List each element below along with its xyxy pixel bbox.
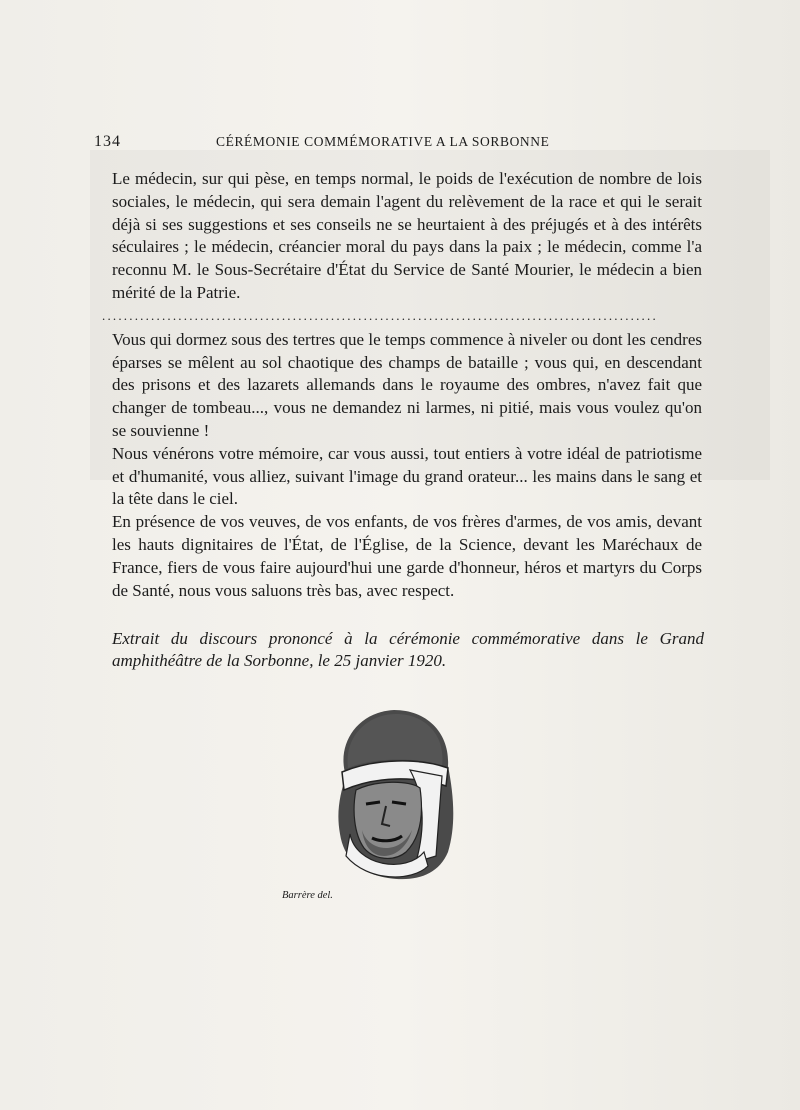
- paragraph-1: Le médecin, sur qui pèse, en temps normal, le poids de l'exécution de nombre de lois sociales, le médecin, qui sera demain l'agent du relèvement de la race et qui le serait déjà si ses suggestions et ses conseils ne se heurtaient à des préjugés et à des intérêts séculaires ; le médecin, créancier moral du pays dans la paix ; le médecin, comme l'a reconnu M. le Sous-Secrétaire d'État du Service de Santé Mourier, le médecin a bien mérité de la Patrie.: [112, 169, 702, 302]
- paragraph-3: Nous vénérons votre mémoire, car vous aussi, tout entiers à votre idéal de patriotisme et d'humanité, vous alliez, suivant l'image du grand orateur... les mains dans le sang et la tête dans le ciel.: [112, 443, 702, 509]
- ellipsis-separator: ......................................................................................................: [102, 308, 658, 323]
- soldier-portrait-icon: [316, 706, 466, 882]
- speech-caption: Extrait du discours prononcé à la cérémonie commémorative dans le Grand amphithéâtre de la Sorbonne, le 25 janvier 1920.: [112, 629, 704, 670]
- header-title: CÉRÉMONIE COMMÉMORATIVE A LA SORBONNE: [216, 134, 550, 149]
- body-text: [102, 168, 702, 602]
- illustration-credit: Barrère del.: [282, 890, 333, 901]
- page-number: 134: [94, 133, 121, 150]
- paragraph-4: En présence de vos veuves, de vos enfants, de vos frères d'armes, de vos amis, devant les hauts dignitaires de l'État, de l'Église, de la Science, devant les Maréchaux de France, fiers de vous faire aujourd'hui une garde d'honneur, héros et martyrs du Corps de Santé, nous vous saluons très bas, avec respect.: [112, 512, 702, 600]
- paragraph-2: Vous qui dormez sous des tertres que le temps commence à niveler ou dont les cendres éparses se mêlent au sol chaotique des champs de bataille ; vous qui, en descendant des prisons et des lazarets allemands dans le royaume des ombres, n'avez fait que changer de tombeau..., vous ne demandez ni larmes, ni pitié, mais vous voulez qu'on se souvienne !: [112, 329, 702, 440]
